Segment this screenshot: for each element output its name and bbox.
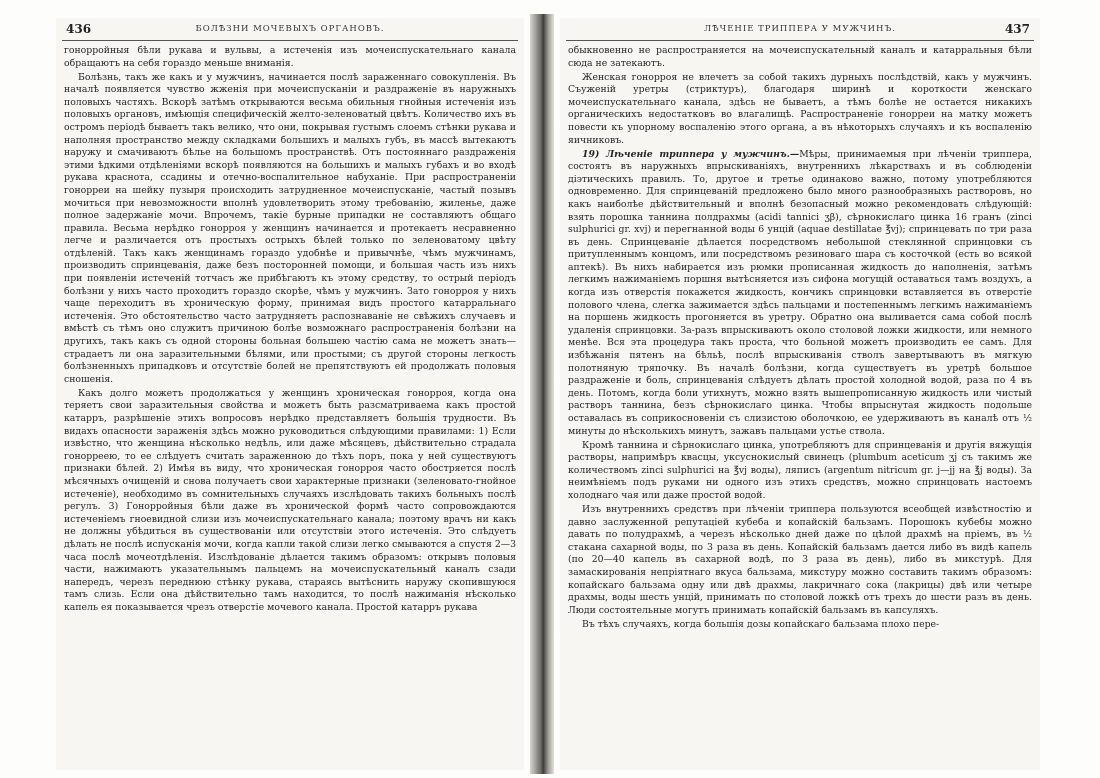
- paragraph: Болѣзнь, такъ же какъ и у мужчинъ, начинается послѣ зараженнаго совокупленія. Въ началѣ появляется чувство жженія при мочеиспусканіи и раздраженіе въ наружныхъ половыхъ частяхъ. Вскорѣ затѣмъ открываются весьма обильныя гнойныя истеченія изъ половыхъ органовъ, имѣющія специфическій желто-зеленоватый цвѣтъ. Количество ихъ въ остромъ періодѣ бываетъ такъ велико, что они, покрывая густымъ слоемъ стѣнки рукава и наполняя пространство между складками большихъ и малыхъ губъ, въ массѣ вытекаютъ наружу и смачиваютъ бѣлье на большомъ пространствѣ. Отъ постояннаго раздраженія этими ѣдкими отдѣленіями вскорѣ появляются на большихъ и малыхъ губахъ и во входѣ рукава краснота, ссадины и отечно-воспалительное набуханіе. При распространеніи гонорреи на шейку пузыря происходить затрудненное мочеиспусканіе, частый позывъ мочиться при невозможности вполнѣ удовлетворить этому требованію, жиленье, даже полное задержаніе мочи. Впрочемъ, такіе бурные припадки не составляютъ общаго правила. Весьма нерѣдко гонорроя у женщинъ начинается и протекаетъ несравненно легче и различается отъ простыхъ острыхъ бѣлей только по зеленоватому цвѣту отдѣленій. Такъ какъ женщинамъ гораздо удобнѣе и привычнѣе, чѣмъ мужчинамъ, производить спринцеванія, даже безъ посторонней помощи, и большая часть изъ нихъ при появленіи истеченій тотчасъ же прибѣгаютъ къ этому средству, то острый періодъ болѣзни у нихъ часто проходитъ гораздо скорѣе, чѣмъ у мужчинъ. Зато гонорроя у нихъ чаще переходитъ въ хроническую форму, принимая видъ простого катарральнаго истеченія. Это обстоятельство часто затрудняетъ распознаваніе не свѣжихъ случаевъ и вмѣстѣ съ тѣмъ оно служитъ причиною болѣе возможнаго распространенія болѣзни на другихъ, такъ какъ съ одной стороны больная большею частію сама не можетъ знать—страдаетъ ли она заразительными бѣлями, или простыми; съ другой стороны легкость болѣзненныхъ припадковъ и отсутствіе болей не препятствуютъ ей продолжать половыя сношенія.: [64, 71, 516, 385]
- running-head-left: БОЛѢЗНИ МОЧЕВЫХЪ ОРГАНОВЪ.: [195, 24, 385, 34]
- section-heading: 19) Лѣченіе триппера у мужчинъ.—: [582, 148, 800, 160]
- book-gutter: [530, 14, 554, 774]
- right-page: [560, 18, 1040, 770]
- page-number-right: 437: [1004, 22, 1030, 36]
- left-page-body: [56, 45, 524, 615]
- paragraph: Въ тѣхъ случаяхъ, когда большія дозы копайскаго бальзама плохо пере-: [582, 618, 940, 630]
- paragraph: гонорройныя бѣли рукава и вульвы, а истеченія изъ мочеиспускательнаго канала обращаютъ на себя гораздо меньше вниманія.: [64, 45, 516, 69]
- left-page: [56, 18, 524, 770]
- running-head-right: ЛѢЧЕНІЕ ТРИППЕРА У МУЖЧИНЪ.: [704, 24, 896, 34]
- right-page-header: [566, 18, 1034, 41]
- left-page-header: [62, 18, 518, 41]
- paragraph-with-heading: [568, 149, 1032, 439]
- right-page-body: [560, 45, 1040, 631]
- paragraph: Изъ внутреннихъ средствъ при лѣченіи триппера пользуются всеобщей извѣстностію и давно заслуженной репутаціей кубеба и копайскій бальзамъ. Порошокъ кубебы можно давать по полудрахмѣ, а черезъ нѣсколько дней даже по цѣлой драхмѣ на пріемъ, въ ½ стакана сахарной воды, по 3 раза въ день. Копайскій бальзамъ дается либо въ видѣ капель (по 20—40 капель въ сахарной водѣ, по 3 раза въ день), либо въ микстурѣ. Для замаскированія непріятнаго вкуса бальзама, микстуру можно составить такимъ образомъ: копайскаго бальзама одну или двѣ драхмы, лакричнаго сока (лакрицы) двѣ или четыре драхмы, воды шесть унцій, принимать по столовой ложкѣ отъ трехъ до шести разъ въ день. Люди состоятельные могутъ принимать копайскій бальзамъ въ капсуляхъ.: [568, 503, 1032, 616]
- paragraph-text: Мѣры, принимаемыя при лѣченіи триппера, состоятъ въ наружныхъ впрыскиваніяхъ, внутреннихъ лѣкарствахъ и въ соблюденіи діэтическихъ правилъ. То, другое и третье одинаково важно, потому употребляются одновременно. Для спринцеваній предложено было много разнообразныхъ растворовъ, но какъ наиболѣе дѣйствительный и вполнѣ безопасный можно рекомендовать слѣдующій: взять порошка таннина полдрахмы (acidi tannici ʒβ), сѣрнокислаго цинка 16 гранъ (zinci sulphurici gr. xvj) и перегнанной воды 6 унцій (aquae destillatae ℥vj); спринцевать по три раза въ день. Спринцеваніе дѣлается посредствомъ небольшой стеклянной спринцовки съ притупленнымъ концомъ, или посредствомъ резиноваго шара съ косточкой (есть во всякой аптекѣ). Въ нихъ набирается изъ рюмки прописанная жидкость до наполненія, затѣмъ легкимъ нажиманіемъ поршня вытѣсняется изъ сифона могущій оставаться тамъ воздухъ, а когда изъ отверстія покажется жидкость, кончикъ спринцовки вставляется въ отверстіе полового члена, слегка зажимается здѣсь пальцами и постепеннымъ легкимъ нажиманіемъ на поршень жидкость прогоняется въ уретру. Обратно она выливается сама собой послѣ удаленія спринцовки. За-разъ впрыскиваютъ около столовой ложки жидкости, или немного менѣе. Вся эта процедура такъ проста, что больной можетъ производить ее самъ. Для избѣжанія пятенъ на бѣльѣ, послѣ впрыскиванія стволъ завертываютъ въ мягкую полотняную тряпочку. Въ началѣ болѣзни, когда существуетъ въ уретрѣ большое раздраженіе и боль, спринцеванія слѣдуетъ дѣлать простой холодной водой, раза по 4 въ день. Потомъ, когда боли утихнутъ, можно взять вышепрописанную жидкость или чистый растворъ таннина, безъ сѣрнокислаго цинка. Чтобы впрыснутая жидкость подольше оставалась въ соприкосновеніи съ слизистою оболочкою, ее удерживаютъ въ каналѣ отъ ½ минуты до нѣсколькихъ минутъ, зажавъ пальцами устье ствола.: [568, 148, 1032, 437]
- page-number-left: 436: [66, 22, 92, 36]
- paragraph: Женская гонорроя не влечетъ за собой такихъ дурныхъ послѣдствій, какъ у мужчинъ. Съуженій уретры (стриктуръ), благодаря ширинѣ и короткости женскаго мочеиспускательнаго канала, здѣсь не бываетъ, а тѣмъ болѣе не остается никакихъ органическихъ недостатковъ во влагалищѣ. Распространеніе гонорреи на матку можетъ повести къ упорному воспаленію этого органа, а въ нѣкоторыхъ случаяхъ и къ воспаленію яичниковъ.: [568, 71, 1032, 146]
- paragraph: обыкновенно не распространяется на мочеиспускательный каналъ и катарральныя бѣли сюда не затекаютъ.: [568, 45, 1032, 69]
- paragraph: Кромѣ таннина и сѣрнокислаго цинка, употребляютъ для спринцеванія и другія вяжущія растворы, напримѣръ квасцы, уксуснокислый свинецъ (plumbum aceticum ʒj съ такимъ же количествомъ zinci sulphurici на ℥vj воды), ляписъ (argentum nitricum gr. j—jj на ℥j воды). За неимѣніемъ подъ руками ни одного изъ этихъ средствъ, можно спринцовать настоемъ холоднаго чая или даже простой водой.: [568, 439, 1032, 501]
- paragraph: Какъ долго можетъ продолжаться у женщинъ хроническая гонорроя, когда она теряетъ свои заразительныя свойства и можетъ быть разсматриваема какъ простой катарръ, разрѣшеніе этихъ вопросовъ нерѣдко представляетъ большія трудности. Въ видахъ опасности зараженія здѣсь можно руководиться слѣдующими правилами: 1) Если извѣстно, что женщина нѣсколько недѣль, или даже мѣсяцевъ, дѣйствительно страдала гонорреею, то ее слѣдуетъ считать зараженною до тѣхъ поръ, пока у ней существуютъ признаки бѣлей. 2) Имѣя въ виду, что хроническая гонорроя часто обостряется послѣ мѣсячныхъ очищеній и снова получаетъ свои характерные признаки (зеленовато-гнойное истеченіе), необходимо въ сомнительныхъ случаяхъ изслѣдовать такихъ больныхъ послѣ регулъ. 3) Гонорройныя бѣли даже въ хронической формѣ часто сопровождаются истеченіемъ гноевидной слизи изъ мочеиспускательнаго канала; поэтому врачъ ни какъ не должны убѣдиться въ существованіи или отсутствіи этого истеченія. Это слѣдуетъ дѣлать не послѣ испусканія мочи, когда капли такой слизи легко смываются а спустя 2—3 часа послѣ мочеотдѣленія. Изслѣдованіе дѣлается такимъ образомъ: открывъ половыя части, нажимаютъ указательнымъ пальцемъ на мочеиспускательный каналъ сзади напередъ, черезъ переднюю стѣнку рукава, стараясь вытѣснить наружу скопившуюся тамъ слизь. Если она дѣйствительно тамъ находится, то послѣ нажиманія нѣсколько капель ея показывается чрезъ отверстіе мочевого канала. Простой катарръ рукава: [64, 387, 516, 613]
